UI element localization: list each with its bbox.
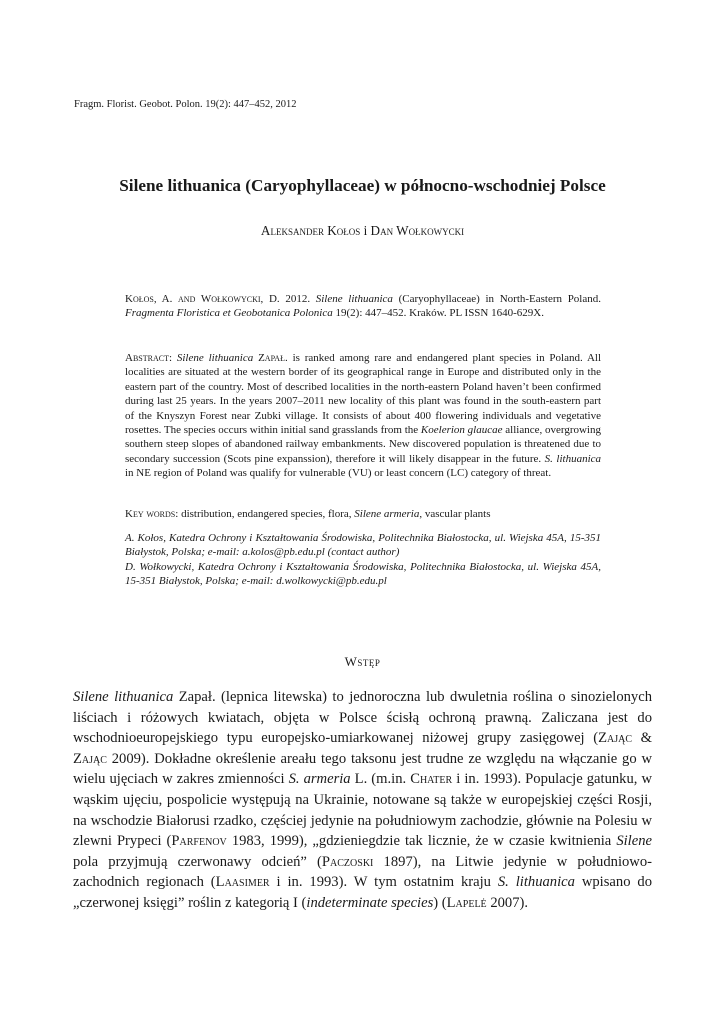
body-ref-4: Paczoski (321, 853, 374, 870)
abstract-text-1: is ranked among rare and endangered plant species in Poland. All localities are situated at the western border of its geographical range in Europe and distributed only in the eastern part of the country. Most of described localities in the north-eastern Poland haven’t been confirmed during last 25 years. In the years 2007–2011 new locality of this plant was found in the south-eastern part of the Knyszyn Forest near Zubki village. It consists of about 400 flowering individuals and vegetative rosettes. The species occurs within initial sand grasslands from the (125, 352, 602, 437)
author-2: Dan Wołkowycki (370, 223, 465, 238)
keywords-block (125, 507, 601, 521)
affiliation-1: A. Kołos, Katedra Ochrony i Kształtowania Środowiska, Politechnika Białostocka, ul. Wiejska 45A, 15-351 Białystok, Polska; e-mail: a.kolos@pb.edu.pl (contact author) (125, 532, 601, 559)
body-ref-5: Laasimer (215, 874, 270, 891)
abstract-species: Silene lithuanica (176, 352, 254, 364)
body-ref-1: Zając & Zając (73, 730, 652, 767)
abstract-alliance: Koelerion glaucae (420, 424, 503, 437)
keywords-text-end: , vascular plants (419, 508, 491, 520)
body-text-5: 1983, 1999), „gdzieniegdzie tak licznie, że w czasie kwitnienia (231, 833, 612, 850)
body-text-9: wpisano do „czerwonej księgi” roślin z kategorią I ( (73, 874, 652, 911)
body-text-11: 2007). (490, 894, 529, 911)
body-ref-2: Chater (410, 771, 453, 788)
body-text-8: i in. 1993). W tym ostatnim kraju (276, 874, 491, 891)
body-term: indeterminate species (306, 894, 434, 911)
citation-journal: Fragmenta Floristica et Geobotanica Polonica (125, 307, 333, 320)
abstract-author-abbr: Zapał. (258, 352, 288, 364)
section-heading: Wstęp (344, 654, 381, 669)
citation-text-2: 19(2): 447–452. Kraków. PL ISSN 1640-629X. (335, 307, 544, 320)
abstract-species-short: S. lithuanica (544, 452, 602, 465)
affiliations-block (125, 531, 601, 589)
body-text-1: Zapał. (lepnica litewska) to jednoroczna lub dwuletnia roślina o sinozielonych liściach i różowych kwiatach, objęta w Polsce ścisłą ochroną prawną. Zaliczana jest do wschodnioeuropejskiego typu europejsko-umiarkowanej niżowej grupy zasięgowej ( (73, 689, 652, 747)
citation-text-1: (Caryophyllaceae) in North-Eastern Poland. (398, 293, 601, 305)
abstract-text-2: alliance, overgrowing southern steep slopes of abandoned railway embankments. New discovered population is threatened due to secondary succession (Scots pine expanssion), therefore it will likely disappear in the future. (125, 424, 601, 465)
citation-species: Silene lithuanica (315, 293, 393, 305)
author-1: Aleksander Kołos (260, 223, 361, 238)
body-ref-3: Parfenov (171, 833, 227, 850)
citation-authors: Kołos, A. and Wołkowycki, D. 2012. (125, 293, 311, 305)
body-ref-6: Lapelė (446, 894, 487, 911)
keywords-text: distribution, endangered species, flora, (181, 508, 352, 520)
body-text-7: 1897), na Litwie jedynie w południowo-zachodnich regionach ( (73, 853, 652, 891)
keywords-label: Key words: (125, 508, 179, 520)
body-text-10: ) ( (433, 894, 447, 911)
article-title: Silene lithuanica (Caryophyllaceae) w północno-wschodniej Polsce (119, 176, 606, 195)
abstract-block (125, 351, 601, 481)
body-text-4: i in. 1993). Populacje gatunku, w wąskim ujęciu, pospolicie występują na Ukrainie, notowane są także w europejskiej części Rosji, na wschodzie Białorusi rzadko, częściej jedynie na południowym zachodzie, głównie na Polesiu w zlewni Prypeci ( (73, 771, 653, 850)
body-text (73, 687, 652, 914)
body-species-3: Silene (616, 833, 652, 850)
body-text-3: L. (m.in. (354, 771, 407, 788)
abstract-text-3: in NE region of Poland was qualify for vulnerable (VU) or least concern (LC) category of threat. (125, 467, 552, 480)
body-species-1: Silene lithuanica (73, 689, 174, 705)
citation-block (125, 292, 601, 321)
affiliation-2: D. Wołkowycki, Katedra Ochrony i Kształtowania Środowiska, Politechnika Białostocka, ul. Wiejska 45A, 15-351 Białystok, Polska; e-mail: d.wolkowycki@pb.edu.pl (125, 560, 601, 588)
abstract-label: Abstract: (125, 352, 173, 364)
body-text-2: 2009). Dokładne określenie areału tego taksonu jest trudne ze względu na włączanie go w wielu ujęciach w zakres zmienności (73, 750, 652, 788)
author-line (0, 223, 725, 239)
body-species-2: S. armeria (288, 771, 351, 788)
keywords-species: Silene armeria (354, 508, 420, 520)
body-text-6: pola przyjmują czerwonawy odcień” ( (73, 853, 322, 870)
author-conjunction: i (363, 223, 368, 238)
journal-reference: Fragm. Florist. Geobot. Polon. 19(2): 447–452, 2012 (74, 99, 297, 110)
body-species-4: S. lithuanica (497, 874, 575, 891)
